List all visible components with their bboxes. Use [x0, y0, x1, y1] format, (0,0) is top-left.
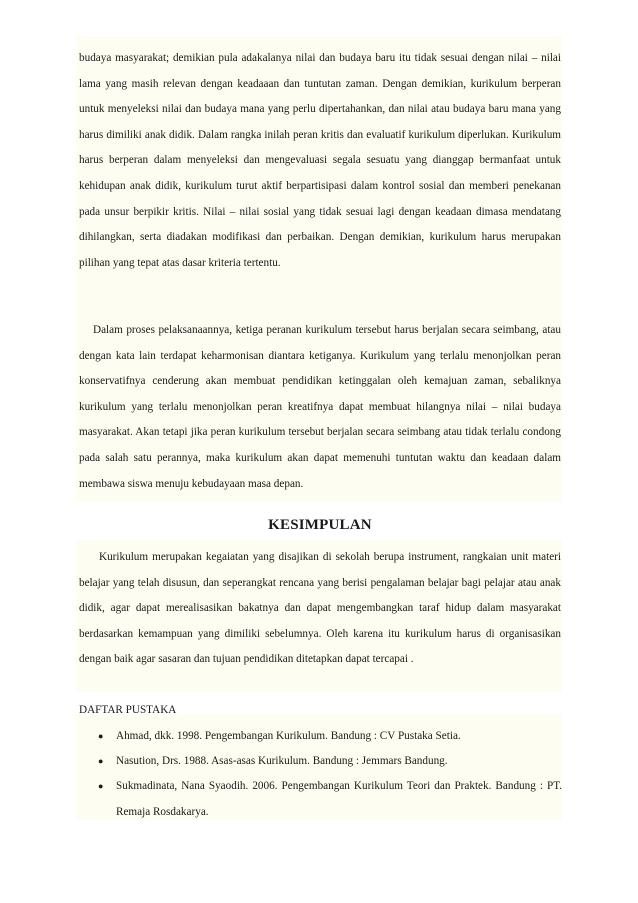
bullet-icon: ● — [98, 756, 104, 767]
reference-item — [96, 724, 562, 749]
reference-text: Sukmadinata, Nana Syaodih. 2006. Pengembangan Kurikulum Teori dan Praktek. Bandung : PT. Remaja Rosdakarya. — [116, 780, 562, 818]
reference-text: Nasution, Drs. 1988. Asas-asas Kurikulum. Bandung : Jemmars Bandung. — [116, 755, 448, 768]
reference-item — [96, 774, 562, 824]
reference-text: Ahmad, dkk. 1998. Pengembangan Kurikulum. Bandung : CV Pustaka Setia. — [116, 730, 461, 742]
references-list — [96, 724, 562, 825]
bullet-icon: ● — [98, 731, 104, 741]
paragraph-curriculum-role: budaya masyarakat; demikian pula adakalanya nilai dan budaya baru itu tidak sesuai dengan nilai – nilai lama yang masih relevan dengan keadaaan dan tuntutan zaman. Dengan demikian, kurikulum berperan untuk menyeleksi nilai dan budaya mana yang perlu dipertahankan, dan nilai atau budaya baru mana yang harus dimiliki anak didik. Dalam rangka inilah peran kritis dan evaluatif kurikulum diperlukan. Kurikulum harus berperan dalam menyeleksi dan mengevaluasi segala sesuatu yang dianggap bermanfaat untuk kehidupan anak didik, kurikulum turut aktif berpartisipasi dalam kontrol sosial dan memberi penekanan pada unsur berpikir kritis. Nilai – nilai sosial yang tidak sesuai lagi dengan keadaan dimasa mendatang dihilangkan, serta diadakan modifikasi dan perbaikan. Dengan demikian, kurikulum harus merupakan pilihan yang tepat atas dasar kriteria tertentu. — [79, 52, 561, 269]
bullet-icon: ● — [98, 781, 104, 792]
paragraph-implementation: Dalam proses pelaksanaannya, ketiga peranan kurikulum tersebut harus berjalan secara seimbang, atau dengan kata lain terdapat keharmonisan diantara ketiganya. Kurikulum yang terlalu menonjolkan peran konservatifnya cenderung akan membuat pendidikan ketinggalan oleh kemajuan zaman, sebaliknya kurikulum yang terlalu menonjolkan peran kreatifnya dapat membuat hilangnya nilai – nilai budaya masyarakat. Akan tetapi jika peran kurikulum tersebut berjalan secara seimbang atau tidak terlalu condong pada salah satu perannya, maka kurikulum akan dapat memenuhi tuntutan waktu dan keadaan dalam membawa siswa menuju kebudayaan masa depan. — [79, 324, 561, 490]
reference-item — [96, 749, 562, 774]
paragraph-conclusion: Kurikulum merupakan kegaiatan yang disajikan di sekolah berupa instrument, rangkaian unit materi belajar yang telah disusun, dan seperangkat rencana yang berisi pengalaman belajar bagi pelajar atau anak didik, agar dapat merealisasikan bakatnya dan dapat mengembangkan taraf hidup dalam masyarakat berdasarkan kemampuan yang dimiliki sebelumnya. Oleh karena itu kurikulum harus di organisasikan dengan baik agar sasaran dan tujuan pendidikan ditetapkan dapat tercapai . — [79, 551, 561, 666]
references-title: DAFTAR PUSTAKA — [79, 704, 177, 716]
section-heading-kesimpulan: KESIMPULAN — [268, 517, 372, 533]
